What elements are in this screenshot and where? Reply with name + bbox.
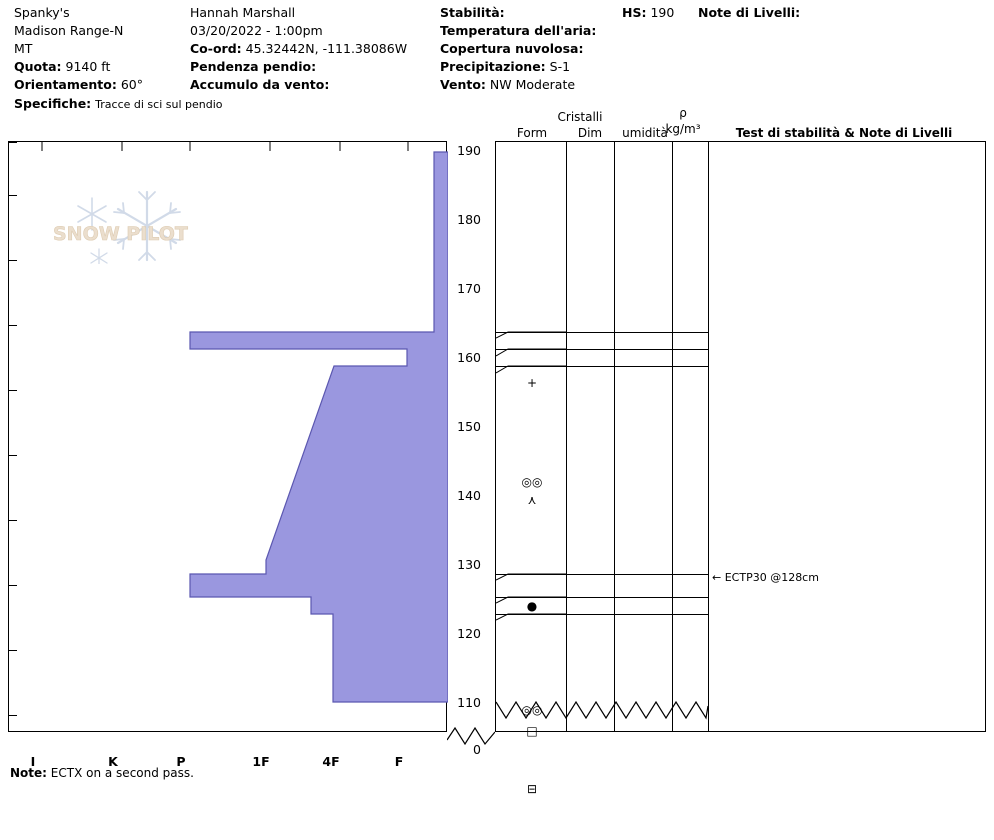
- depth-tick-0: 0: [473, 742, 481, 757]
- hardness-label-K: K: [108, 754, 118, 769]
- pit-header: [0, 0, 994, 115]
- hardness-label-P: P: [176, 754, 186, 769]
- rounded-grains-symbol: ◎◎: [521, 475, 543, 489]
- surface-hoar-symbol: ⋏: [527, 493, 537, 507]
- wind-loading-label: Accumulo da vento:: [190, 77, 330, 92]
- observations-grid: [495, 141, 986, 796]
- elevation-value: 9140 ft: [65, 59, 111, 74]
- range-name: Madison Range-N: [14, 23, 124, 38]
- hs-value: 190: [650, 5, 675, 20]
- depth-tick-120: 120: [457, 626, 481, 641]
- hardness-profile-area: [9, 142, 448, 733]
- humidity-header: umidità: [622, 126, 668, 140]
- observation-datetime: 03/20/2022 - 1:00pm: [190, 23, 323, 38]
- air-temp-label: Temperatura dell'aria:: [440, 23, 597, 38]
- snowpack-break-zigzag: [496, 696, 987, 732]
- hardness-label-F: F: [394, 754, 404, 769]
- depth-tick-190: 190: [457, 143, 481, 158]
- break-zigzag-left: [447, 726, 495, 750]
- layer-notes-label: Note di Livelli:: [698, 5, 801, 20]
- hs-label: HS:: [622, 5, 647, 20]
- depth-tick-150: 150: [457, 419, 481, 434]
- depth-tick-140: 140: [457, 488, 481, 503]
- precipitation-value: S-1: [549, 59, 571, 74]
- specifics-label: Specifiche:: [14, 96, 92, 111]
- ect-annotation: ← ECTP30 @128cm: [712, 571, 819, 584]
- facets-solid-symbol: ●: [526, 599, 538, 613]
- precipitation-label: Precipitazione:: [440, 59, 546, 74]
- stability-label: Stabilità:: [440, 5, 505, 20]
- aspect-label: Orientamento:: [14, 77, 117, 92]
- depth-tick-130: 130: [457, 557, 481, 572]
- precip-particles-symbol: +: [526, 376, 538, 390]
- depth-tick-160: 160: [457, 350, 481, 365]
- hardness-label-1F: 1F: [252, 754, 270, 769]
- density-symbol-header: ρ: [679, 106, 687, 120]
- watermark-text: SNOW PILOT: [53, 223, 188, 245]
- observer-name: Hannah Marshall: [190, 5, 296, 20]
- specifics-value: Tracce di sci sul pendio: [95, 98, 223, 111]
- sky-cover-label: Copertura nuvolosa:: [440, 41, 584, 56]
- rounded-grains-symbol: ◎◎: [521, 703, 543, 717]
- depth-tick-110: 110: [457, 695, 481, 710]
- aspect-value: 60°: [120, 77, 143, 92]
- wind-value: NW Moderate: [489, 77, 576, 92]
- depth-tick-180: 180: [457, 212, 481, 227]
- hardness-label-4F: 4F: [322, 754, 340, 769]
- wind-label: Vento:: [440, 77, 486, 92]
- hardness-profile-plot: [8, 141, 447, 732]
- elevation-label: Quota:: [14, 59, 62, 74]
- facets-square-symbol: □: [526, 724, 538, 738]
- form-header: Form: [516, 126, 548, 140]
- tests-notes-header: Test di stabilità & Note di Livelli: [735, 126, 953, 140]
- coordinates-value: 45.32442N, -111.38086W: [245, 41, 408, 56]
- state-name: MT: [14, 41, 33, 56]
- depth-tick-170: 170: [457, 281, 481, 296]
- slope-angle-label: Pendenza pendio:: [190, 59, 317, 74]
- layer-connectors: [496, 142, 987, 733]
- bottom-note-value: ECTX on a second pass.: [50, 766, 194, 780]
- depth-hoar-symbol: ⊟: [526, 782, 538, 796]
- dim-header: Dim: [577, 126, 603, 140]
- site-name: Spanky's: [14, 5, 70, 20]
- depth-axis: [447, 141, 487, 757]
- hardness-label-I: I: [30, 754, 36, 769]
- bottom-note-label: Note:: [10, 766, 47, 780]
- crystals-header: Cristalli: [557, 110, 603, 124]
- bottom-note: [10, 766, 194, 780]
- density-unit-header: kg/m³: [665, 122, 701, 136]
- coordinates-label: Co-ord:: [190, 41, 242, 56]
